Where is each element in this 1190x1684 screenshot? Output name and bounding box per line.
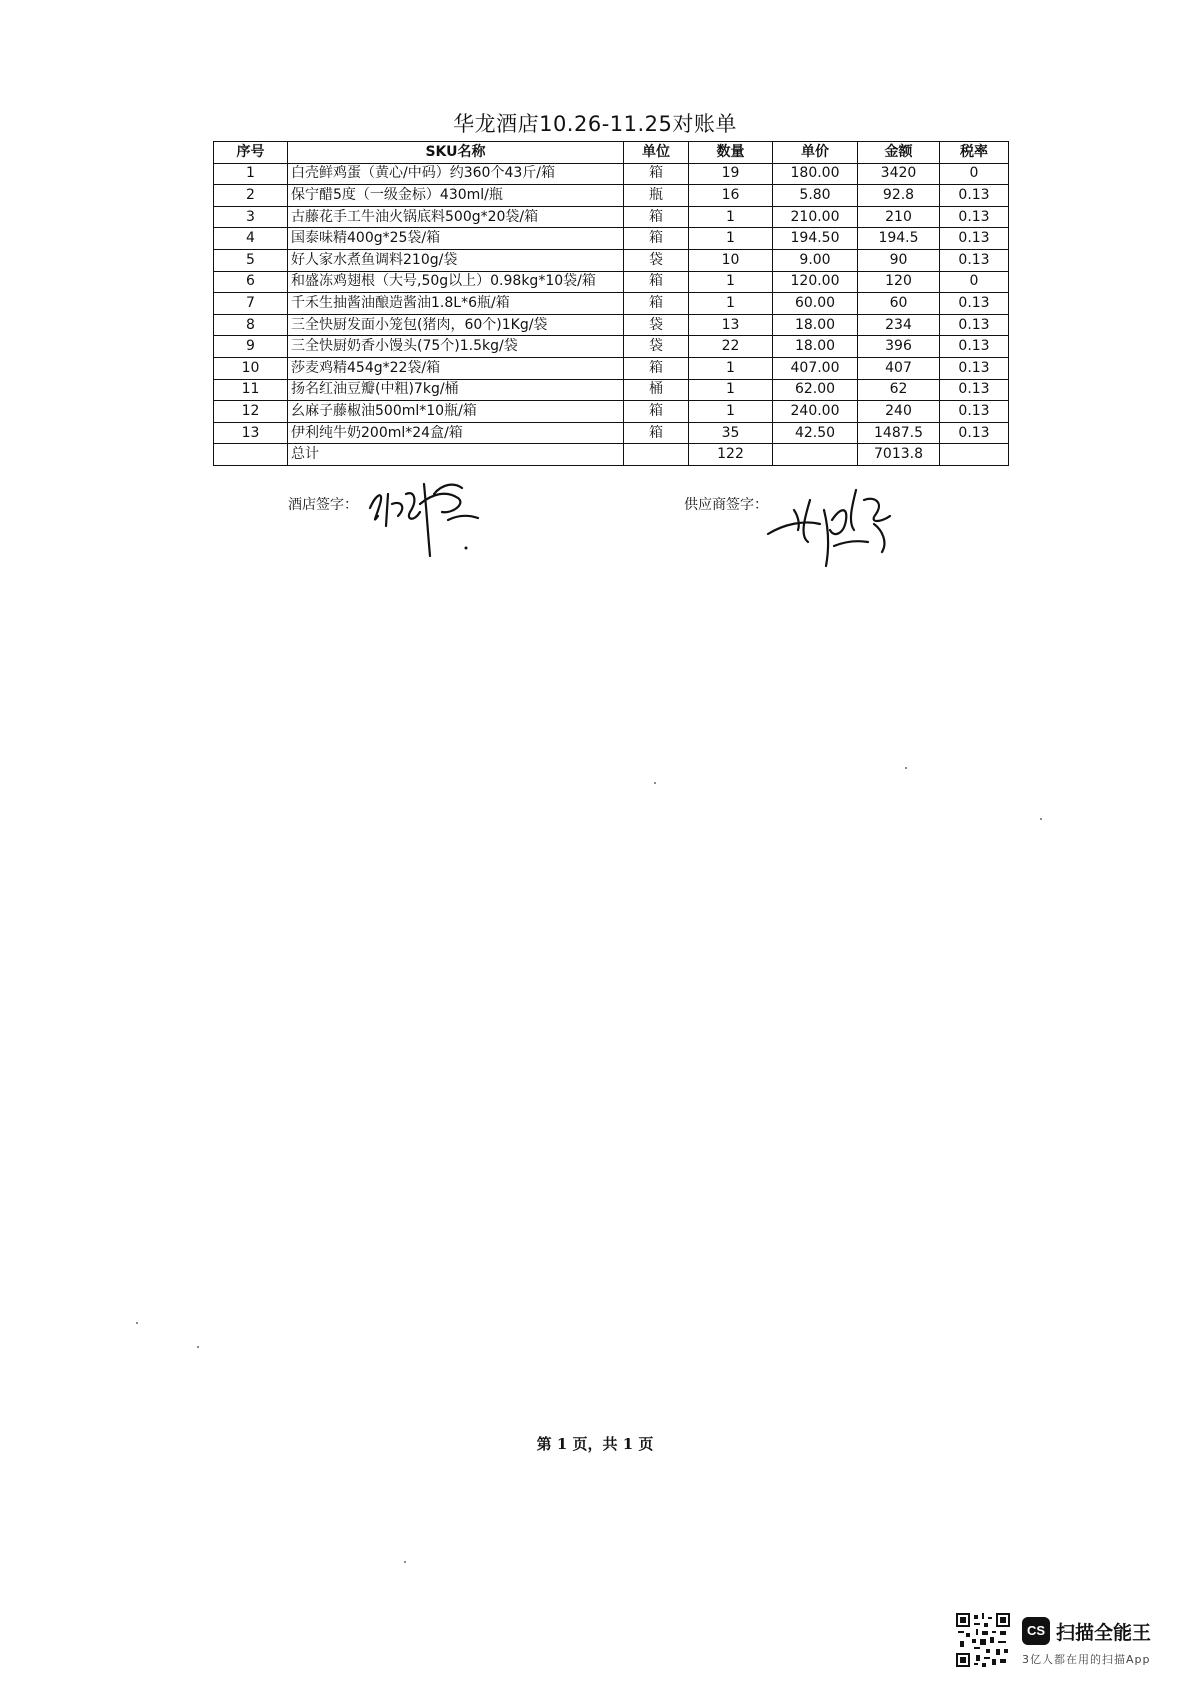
row-amount: 92.8 <box>858 185 940 207</box>
row-sku-name: 好人家水煮鱼调料210g/袋 <box>288 249 624 271</box>
row-unit: 箱 <box>624 422 689 444</box>
row-sku-name: 扬名红油豆瓣(中粗)7kg/桶 <box>288 379 624 401</box>
row-unit-price: 180.00 <box>773 163 858 185</box>
table-row <box>214 422 1009 444</box>
total-quantity: 122 <box>689 444 773 466</box>
row-unit: 箱 <box>624 228 689 250</box>
hotel-sign-label: 酒店签字： <box>288 497 358 513</box>
row-unit: 袋 <box>624 336 689 358</box>
row-sku-name: 国泰味精400g*25袋/箱 <box>288 228 624 250</box>
table-row <box>214 379 1009 401</box>
row-sku-name: 保宁醋5度（一级金标）430ml/瓶 <box>288 185 624 207</box>
scanner-watermark <box>956 1613 1176 1669</box>
row-index: 5 <box>214 249 288 271</box>
row-tax-rate: 0.13 <box>940 379 1009 401</box>
row-quantity: 13 <box>689 314 773 336</box>
total-price-cell <box>773 444 858 466</box>
total-index-cell <box>214 444 288 466</box>
row-sku-name: 白壳鲜鸡蛋（黄心/中码）约360个43斤/箱 <box>288 163 624 185</box>
row-tax-rate: 0.13 <box>940 401 1009 423</box>
row-amount: 1487.5 <box>858 422 940 444</box>
row-unit-price: 5.80 <box>773 185 858 207</box>
row-tax-rate: 0.13 <box>940 422 1009 444</box>
row-unit: 桶 <box>624 379 689 401</box>
row-tax-rate: 0.13 <box>940 357 1009 379</box>
row-index: 3 <box>214 206 288 228</box>
scan-speck <box>197 1346 199 1348</box>
row-unit-price: 120.00 <box>773 271 858 293</box>
row-tax-rate: 0 <box>940 271 1009 293</box>
row-unit-price: 240.00 <box>773 401 858 423</box>
row-unit-price: 60.00 <box>773 293 858 315</box>
row-quantity: 10 <box>689 249 773 271</box>
total-amount: 7013.8 <box>858 444 940 466</box>
row-quantity: 1 <box>689 206 773 228</box>
camscanner-logo-icon: CS <box>1022 1617 1050 1645</box>
row-unit: 箱 <box>624 271 689 293</box>
total-unit-cell <box>624 444 689 466</box>
row-unit: 箱 <box>624 401 689 423</box>
col-header-unit: 单位 <box>624 142 689 164</box>
row-tax-rate: 0.13 <box>940 293 1009 315</box>
table-row <box>214 163 1009 185</box>
row-unit: 瓶 <box>624 185 689 207</box>
scan-speck <box>905 767 907 769</box>
row-sku-name: 古藤花手工牛油火锅底料500g*20袋/箱 <box>288 206 624 228</box>
scan-speck <box>654 782 656 784</box>
total-label: 总计 <box>288 444 624 466</box>
col-header-tax: 税率 <box>940 142 1009 164</box>
row-index: 8 <box>214 314 288 336</box>
row-index: 9 <box>214 336 288 358</box>
scanner-tagline: 3亿人都在用的扫描App <box>1022 1653 1151 1666</box>
row-unit: 袋 <box>624 314 689 336</box>
row-quantity: 19 <box>689 163 773 185</box>
scan-speck <box>1040 818 1042 820</box>
row-amount: 396 <box>858 336 940 358</box>
row-unit: 箱 <box>624 206 689 228</box>
hotel-signature <box>362 464 492 559</box>
row-sku-name: 莎麦鸡精454g*22袋/箱 <box>288 357 624 379</box>
row-index: 6 <box>214 271 288 293</box>
col-header-amount: 金额 <box>858 142 940 164</box>
supplier-sign-label: 供应商签字： <box>684 497 768 513</box>
col-header-sku: SKU名称 <box>288 142 624 164</box>
row-tax-rate: 0.13 <box>940 228 1009 250</box>
row-sku-name: 三全快厨发面小笼包(猪肉，60个)1Kg/袋 <box>288 314 624 336</box>
row-index: 7 <box>214 293 288 315</box>
row-unit-price: 62.00 <box>773 379 858 401</box>
row-index: 4 <box>214 228 288 250</box>
row-unit: 箱 <box>624 293 689 315</box>
row-sku-name: 三全快厨奶香小馒头(75个)1.5kg/袋 <box>288 336 624 358</box>
supplier-signature <box>764 480 924 580</box>
row-quantity: 1 <box>689 293 773 315</box>
row-unit: 箱 <box>624 357 689 379</box>
row-quantity: 35 <box>689 422 773 444</box>
row-index: 10 <box>214 357 288 379</box>
col-header-quantity: 数量 <box>689 142 773 164</box>
table-row <box>214 401 1009 423</box>
row-unit-price: 42.50 <box>773 422 858 444</box>
row-quantity: 16 <box>689 185 773 207</box>
row-amount: 3420 <box>858 163 940 185</box>
table-row <box>214 271 1009 293</box>
row-unit: 箱 <box>624 163 689 185</box>
row-index: 12 <box>214 401 288 423</box>
row-amount: 210 <box>858 206 940 228</box>
scan-speck <box>136 1322 138 1324</box>
row-amount: 194.5 <box>858 228 940 250</box>
table-row <box>214 293 1009 315</box>
row-unit-price: 9.00 <box>773 249 858 271</box>
scanner-brand-name: 扫描全能王 <box>1056 1622 1152 1644</box>
row-amount: 60 <box>858 293 940 315</box>
row-tax-rate: 0.13 <box>940 314 1009 336</box>
col-header-index: 序号 <box>214 142 288 164</box>
table-row <box>214 206 1009 228</box>
reconciliation-table <box>213 141 1009 466</box>
row-quantity: 1 <box>689 379 773 401</box>
row-quantity: 22 <box>689 336 773 358</box>
row-quantity: 1 <box>689 271 773 293</box>
row-amount: 90 <box>858 249 940 271</box>
row-unit: 袋 <box>624 249 689 271</box>
row-quantity: 1 <box>689 401 773 423</box>
row-index: 2 <box>214 185 288 207</box>
row-index: 13 <box>214 422 288 444</box>
total-row <box>214 444 1009 466</box>
row-amount: 120 <box>858 271 940 293</box>
row-quantity: 1 <box>689 228 773 250</box>
table-row <box>214 336 1009 358</box>
table-row <box>214 228 1009 250</box>
row-quantity: 1 <box>689 357 773 379</box>
page-footer: 第 1 页，共 1 页 <box>536 1435 654 1453</box>
table-header-row <box>214 142 1009 164</box>
row-amount: 62 <box>858 379 940 401</box>
col-header-price: 单价 <box>773 142 858 164</box>
row-unit-price: 194.50 <box>773 228 858 250</box>
qr-code-icon <box>956 1613 1010 1667</box>
table-row <box>214 185 1009 207</box>
table-row <box>214 357 1009 379</box>
row-sku-name: 幺麻子藤椒油500ml*10瓶/箱 <box>288 401 624 423</box>
row-tax-rate: 0.13 <box>940 206 1009 228</box>
row-amount: 240 <box>858 401 940 423</box>
scan-speck <box>404 1561 406 1563</box>
row-unit-price: 18.00 <box>773 314 858 336</box>
document-title: 华龙酒店10.26-11.25对账单 <box>453 112 737 136</box>
total-tax-cell <box>940 444 1009 466</box>
row-tax-rate: 0.13 <box>940 249 1009 271</box>
row-amount: 407 <box>858 357 940 379</box>
row-tax-rate: 0.13 <box>940 185 1009 207</box>
table-row <box>214 249 1009 271</box>
row-unit-price: 210.00 <box>773 206 858 228</box>
row-index: 1 <box>214 163 288 185</box>
row-sku-name: 和盛冻鸡翅根（大号,50g以上）0.98kg*10袋/箱 <box>288 271 624 293</box>
row-sku-name: 千禾生抽酱油酿造酱油1.8L*6瓶/箱 <box>288 293 624 315</box>
row-unit-price: 18.00 <box>773 336 858 358</box>
row-amount: 234 <box>858 314 940 336</box>
row-tax-rate: 0 <box>940 163 1009 185</box>
row-tax-rate: 0.13 <box>940 336 1009 358</box>
row-sku-name: 伊利纯牛奶200ml*24盒/箱 <box>288 422 624 444</box>
row-unit-price: 407.00 <box>773 357 858 379</box>
table-row <box>214 314 1009 336</box>
row-index: 11 <box>214 379 288 401</box>
